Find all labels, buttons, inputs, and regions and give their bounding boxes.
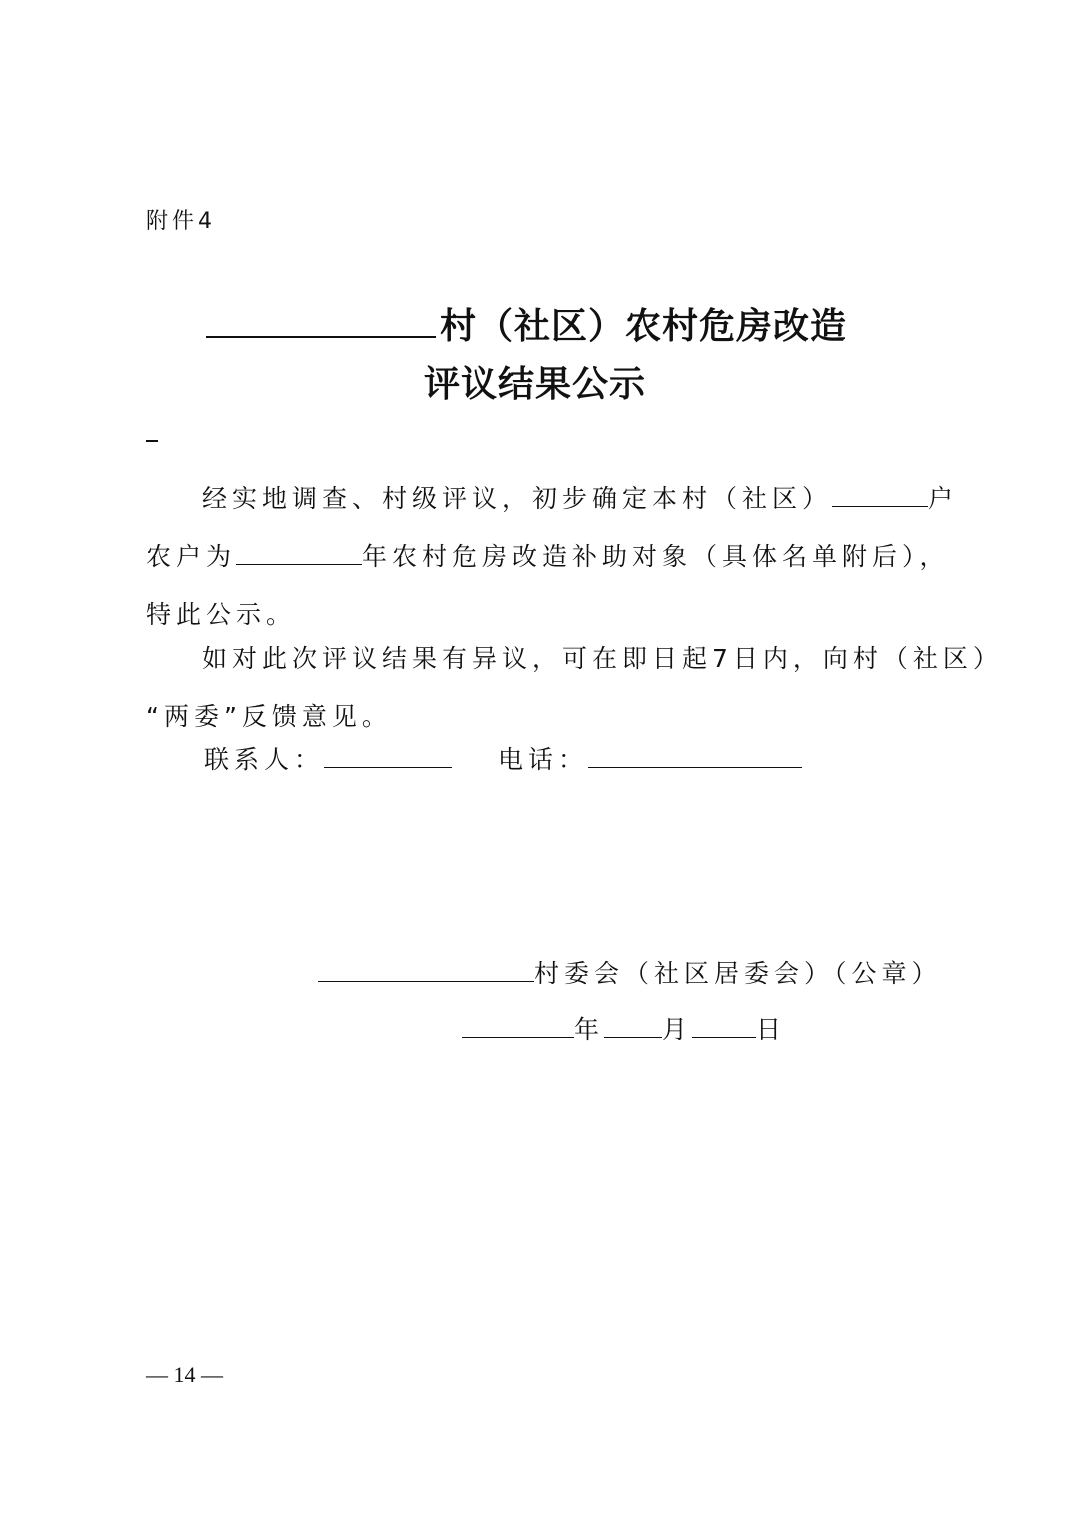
date-day-blank xyxy=(692,1036,756,1038)
committee-label: 村委会（社区居委会）（公章） xyxy=(534,959,942,988)
paragraph-2-line-1: 如对此次评议结果有异议，可在即日起7日内，向村（社区） xyxy=(202,644,1003,673)
title-line-2: 评议结果公示 xyxy=(424,364,647,405)
title-line-1 xyxy=(206,298,847,349)
contact-label: 联系人： xyxy=(204,745,325,774)
day-label: 日 xyxy=(756,1015,787,1044)
paragraph-1-line-3: 特此公示。 xyxy=(146,600,297,629)
date-month-blank xyxy=(604,1036,662,1038)
phone-label: 电话： xyxy=(498,745,589,774)
year-label: 年 xyxy=(574,1015,605,1044)
committee-name-blank xyxy=(318,980,534,982)
paragraph-1-text-b: 户 xyxy=(928,484,959,513)
household-count-blank xyxy=(832,505,928,507)
page-number: — 14 — xyxy=(146,1362,223,1387)
date-year-blank xyxy=(462,1036,574,1038)
date-line xyxy=(462,1010,786,1046)
paragraph-1-line-2 xyxy=(146,528,950,586)
signature-line xyxy=(318,954,942,990)
contact-line xyxy=(204,740,802,776)
annex-label: 附件4 xyxy=(146,209,216,234)
paragraph-1-text-a: 经实地调查、村级评议，初步确定本村（社区） xyxy=(202,484,833,513)
paragraph-1-text-c: 农户为 xyxy=(146,542,237,571)
paragraph-1-text-d: 年农村危房改造补助对象（具体名单附后）， xyxy=(362,542,950,571)
contact-name-blank xyxy=(324,766,452,768)
phone-number-blank xyxy=(588,766,802,768)
year-blank xyxy=(236,563,362,565)
stray-mark xyxy=(146,440,158,442)
body-paragraph-2 xyxy=(146,630,1003,746)
body-paragraph-1 xyxy=(146,470,959,644)
month-label: 月 xyxy=(662,1015,693,1044)
title-line-1-text: 村（社区）农村危房改造 xyxy=(440,306,848,347)
paragraph-2-line-2: “两委”反馈意见。 xyxy=(146,702,392,731)
paragraph-1-line-1 xyxy=(146,470,959,528)
village-name-blank xyxy=(206,335,436,338)
